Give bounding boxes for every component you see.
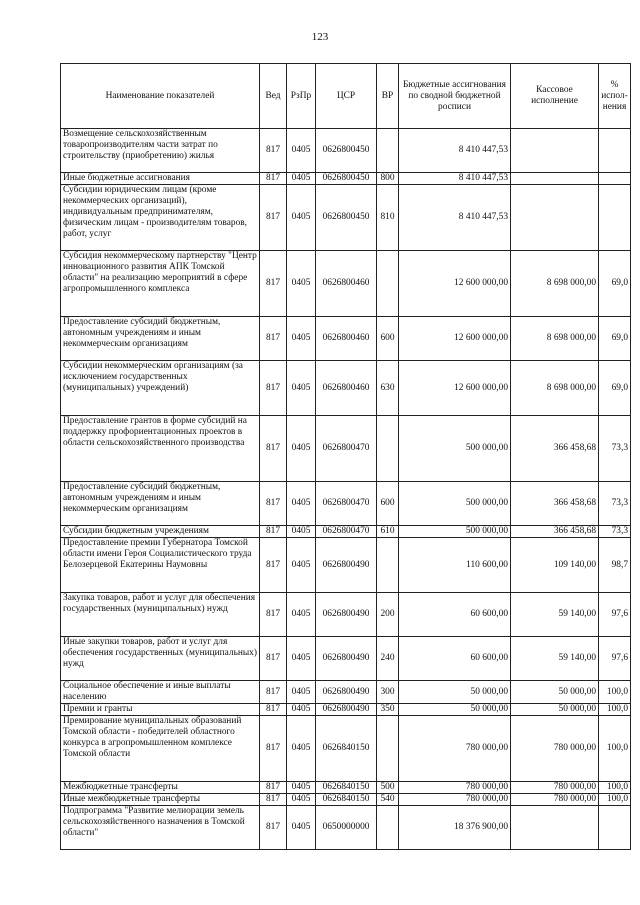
- cell-ved: 817: [260, 251, 287, 317]
- table-row: [61, 681, 631, 704]
- cell-ved: 817: [260, 637, 287, 681]
- cell-csr: 0626800490: [316, 593, 377, 637]
- cell-rzpr: 0405: [287, 637, 316, 681]
- cell-vr: [377, 416, 399, 482]
- table-row: [61, 704, 631, 716]
- cell-vr: [377, 716, 399, 782]
- cell-csr: 0626800450: [316, 173, 377, 185]
- cell-name: Предоставление субсидий бюджетным, автономным учреждениям и иным некоммерческим организациям: [61, 482, 260, 526]
- cell-csr: 0626800460: [316, 251, 377, 317]
- cell-budget: 8 410 447,53: [399, 173, 511, 185]
- cell-pct: 100,0: [599, 782, 631, 794]
- table-row: [61, 482, 631, 526]
- cell-cash: 780 000,00: [511, 782, 599, 794]
- cell-budget: 18 376 900,00: [399, 806, 511, 850]
- cell-pct: 100,0: [599, 681, 631, 704]
- cell-vr: 350: [377, 704, 399, 716]
- cell-pct: 69,0: [599, 251, 631, 317]
- cell-pct: 97,6: [599, 637, 631, 681]
- cell-name: Иные межбюджетные трансферты: [61, 794, 260, 806]
- cell-budget: 12 600 000,00: [399, 251, 511, 317]
- cell-cash: [511, 173, 599, 185]
- cell-name: Закупка товаров, работ и услуг для обеспечения государственных (муниципальных) нужд: [61, 593, 260, 637]
- cell-ved: 817: [260, 794, 287, 806]
- cell-name: Предоставление премии Губернатора Томской области имени Героя Социалистического труда Белозерцевой Екатерины Наумовны: [61, 538, 260, 593]
- cell-pct: 69,0: [599, 361, 631, 416]
- cell-ved: 817: [260, 538, 287, 593]
- cell-pct: 100,0: [599, 704, 631, 716]
- cell-cash: 59 140,00: [511, 593, 599, 637]
- cell-name: Премии и гранты: [61, 704, 260, 716]
- cell-csr: 0626800450: [316, 129, 377, 173]
- cell-rzpr: 0405: [287, 806, 316, 850]
- cell-pct: 73,3: [599, 482, 631, 526]
- cell-csr: 0626840150: [316, 782, 377, 794]
- cell-ved: 817: [260, 317, 287, 361]
- cell-pct: [599, 173, 631, 185]
- cell-name: Возмещение сельскохозяйственным товаропроизводителям части затрат по строительству (приобретению) жилья: [61, 129, 260, 173]
- cell-ved: 817: [260, 416, 287, 482]
- cell-rzpr: 0405: [287, 704, 316, 716]
- cell-vr: [377, 251, 399, 317]
- table-row: [61, 185, 631, 251]
- header-vr: ВР: [377, 64, 399, 129]
- cell-cash: 366 458,68: [511, 416, 599, 482]
- cell-budget: 500 000,00: [399, 482, 511, 526]
- cell-name: Предоставление субсидий бюджетным, автономным учреждениям и иным некоммерческим организациям: [61, 317, 260, 361]
- cell-vr: [377, 538, 399, 593]
- cell-pct: 97,6: [599, 593, 631, 637]
- cell-cash: 8 698 000,00: [511, 361, 599, 416]
- cell-csr: 0626800460: [316, 361, 377, 416]
- cell-ved: 817: [260, 361, 287, 416]
- cell-vr: 810: [377, 185, 399, 251]
- cell-vr: 800: [377, 173, 399, 185]
- table-row: [61, 538, 631, 593]
- cell-cash: 366 458,68: [511, 482, 599, 526]
- header-ved: Вед: [260, 64, 287, 129]
- header-pct: % испол-нения: [599, 64, 631, 129]
- cell-csr: 0626800490: [316, 538, 377, 593]
- cell-cash: [511, 185, 599, 251]
- cell-budget: 110 600,00: [399, 538, 511, 593]
- table-row: [61, 129, 631, 173]
- cell-pct: [599, 129, 631, 173]
- table-row: [61, 716, 631, 782]
- cell-pct: 100,0: [599, 716, 631, 782]
- cell-ved: 817: [260, 704, 287, 716]
- cell-csr: 0626800490: [316, 681, 377, 704]
- cell-name: Межбюджетные трансферты: [61, 782, 260, 794]
- cell-vr: 630: [377, 361, 399, 416]
- cell-budget: 8 410 447,53: [399, 129, 511, 173]
- cell-cash: 8 698 000,00: [511, 317, 599, 361]
- cell-ved: 817: [260, 782, 287, 794]
- cell-cash: [511, 129, 599, 173]
- header-csr: ЦСР: [316, 64, 377, 129]
- cell-ved: 817: [260, 482, 287, 526]
- cell-csr: 0626800450: [316, 185, 377, 251]
- cell-cash: [511, 806, 599, 850]
- cell-budget: 12 600 000,00: [399, 361, 511, 416]
- cell-csr: 0626800490: [316, 637, 377, 681]
- cell-rzpr: 0405: [287, 173, 316, 185]
- cell-budget: 60 600,00: [399, 593, 511, 637]
- cell-csr: 0626800470: [316, 416, 377, 482]
- cell-cash: 780 000,00: [511, 794, 599, 806]
- cell-vr: 600: [377, 317, 399, 361]
- cell-vr: 500: [377, 782, 399, 794]
- cell-pct: [599, 185, 631, 251]
- page-number: 123: [311, 31, 329, 43]
- table-row: [61, 806, 631, 850]
- cell-csr: 0626800470: [316, 526, 377, 538]
- cell-csr: 0626800470: [316, 482, 377, 526]
- cell-name: Иные закупки товаров, работ и услуг для обеспечения государственных (муниципальных) нужд: [61, 637, 260, 681]
- cell-csr: 0650000000: [316, 806, 377, 850]
- cell-pct: 69,0: [599, 317, 631, 361]
- header-name: Наименование показателей: [61, 64, 260, 129]
- cell-csr: 0626800490: [316, 704, 377, 716]
- cell-pct: 73,3: [599, 416, 631, 482]
- cell-cash: 50 000,00: [511, 704, 599, 716]
- cell-budget: 780 000,00: [399, 794, 511, 806]
- cell-pct: [599, 806, 631, 850]
- cell-budget: 500 000,00: [399, 416, 511, 482]
- cell-rzpr: 0405: [287, 782, 316, 794]
- table-row: [61, 637, 631, 681]
- budget-execution-table: [60, 63, 631, 850]
- cell-ved: 817: [260, 806, 287, 850]
- cell-rzpr: 0405: [287, 716, 316, 782]
- cell-cash: 109 140,00: [511, 538, 599, 593]
- cell-vr: 240: [377, 637, 399, 681]
- table-row: [61, 361, 631, 416]
- cell-rzpr: 0405: [287, 526, 316, 538]
- table-row: [61, 416, 631, 482]
- cell-csr: 0626840150: [316, 794, 377, 806]
- cell-name: Подпрограмма "Развитие мелиорации земель сельскохозяйственного назначения в Томской области": [61, 806, 260, 850]
- cell-budget: 50 000,00: [399, 681, 511, 704]
- table-row: [61, 526, 631, 538]
- cell-cash: 50 000,00: [511, 681, 599, 704]
- cell-name: Предоставление грантов в форме субсидий на поддержку профориентационных проектов в области сельскохозяйственного производства: [61, 416, 260, 482]
- cell-vr: 200: [377, 593, 399, 637]
- cell-rzpr: 0405: [287, 538, 316, 593]
- table-row: [61, 317, 631, 361]
- cell-ved: 817: [260, 185, 287, 251]
- table-row: [61, 173, 631, 185]
- cell-budget: 60 600,00: [399, 637, 511, 681]
- cell-rzpr: 0405: [287, 681, 316, 704]
- cell-name: Социальное обеспечение и иные выплаты населению: [61, 681, 260, 704]
- cell-cash: 8 698 000,00: [511, 251, 599, 317]
- cell-cash: 366 458,68: [511, 526, 599, 538]
- cell-ved: 817: [260, 173, 287, 185]
- header-rzpr: РзПр: [287, 64, 316, 129]
- cell-csr: 0626800460: [316, 317, 377, 361]
- cell-ved: 817: [260, 526, 287, 538]
- cell-cash: 780 000,00: [511, 716, 599, 782]
- table-header-row: [61, 64, 631, 129]
- cell-vr: 540: [377, 794, 399, 806]
- table-row: [61, 251, 631, 317]
- cell-budget: 780 000,00: [399, 716, 511, 782]
- cell-pct: 100,0: [599, 794, 631, 806]
- cell-ved: 817: [260, 593, 287, 637]
- cell-pct: 98,7: [599, 538, 631, 593]
- cell-pct: 73,3: [599, 526, 631, 538]
- cell-csr: 0626840150: [316, 716, 377, 782]
- cell-rzpr: 0405: [287, 593, 316, 637]
- cell-vr: [377, 129, 399, 173]
- cell-ved: 817: [260, 716, 287, 782]
- cell-rzpr: 0405: [287, 416, 316, 482]
- table-row: [61, 593, 631, 637]
- cell-rzpr: 0405: [287, 317, 316, 361]
- cell-budget: 12 600 000,00: [399, 317, 511, 361]
- cell-budget: 50 000,00: [399, 704, 511, 716]
- cell-vr: 610: [377, 526, 399, 538]
- cell-cash: 59 140,00: [511, 637, 599, 681]
- cell-rzpr: 0405: [287, 482, 316, 526]
- cell-vr: [377, 806, 399, 850]
- table-row: [61, 782, 631, 794]
- cell-name: Субсидии некоммерческим организациям (за исключением государственных (муниципальных) учреждений): [61, 361, 260, 416]
- cell-name: Субсидии юридическим лицам (кроме некоммерческих организаций), индивидуальным предпринимателям, физическим лицам - производителям товаров, работ, услуг: [61, 185, 260, 251]
- cell-rzpr: 0405: [287, 794, 316, 806]
- cell-rzpr: 0405: [287, 129, 316, 173]
- cell-ved: 817: [260, 129, 287, 173]
- table-row: [61, 794, 631, 806]
- cell-name: Премирование муниципальных образований Томской области - победителей областного конкурса в агропромышленном комплексе Томской области: [61, 716, 260, 782]
- header-budget: Бюджетные ассигнования по сводной бюджетной росписи: [399, 64, 511, 129]
- cell-budget: 500 000,00: [399, 526, 511, 538]
- cell-name: Субсидия некоммерческому партнерству "Центр инновационного развития АПК Томской области" на реализацию мероприятий в сфере агропромышленного комплекса: [61, 251, 260, 317]
- cell-name: Иные бюджетные ассигнования: [61, 173, 260, 185]
- cell-rzpr: 0405: [287, 185, 316, 251]
- cell-rzpr: 0405: [287, 251, 316, 317]
- cell-vr: 600: [377, 482, 399, 526]
- cell-budget: 780 000,00: [399, 782, 511, 794]
- cell-budget: 8 410 447,53: [399, 185, 511, 251]
- cell-vr: 300: [377, 681, 399, 704]
- cell-rzpr: 0405: [287, 361, 316, 416]
- header-cash: Кассовое исполнение: [511, 64, 599, 129]
- cell-name: Субсидии бюджетным учреждениям: [61, 526, 260, 538]
- cell-ved: 817: [260, 681, 287, 704]
